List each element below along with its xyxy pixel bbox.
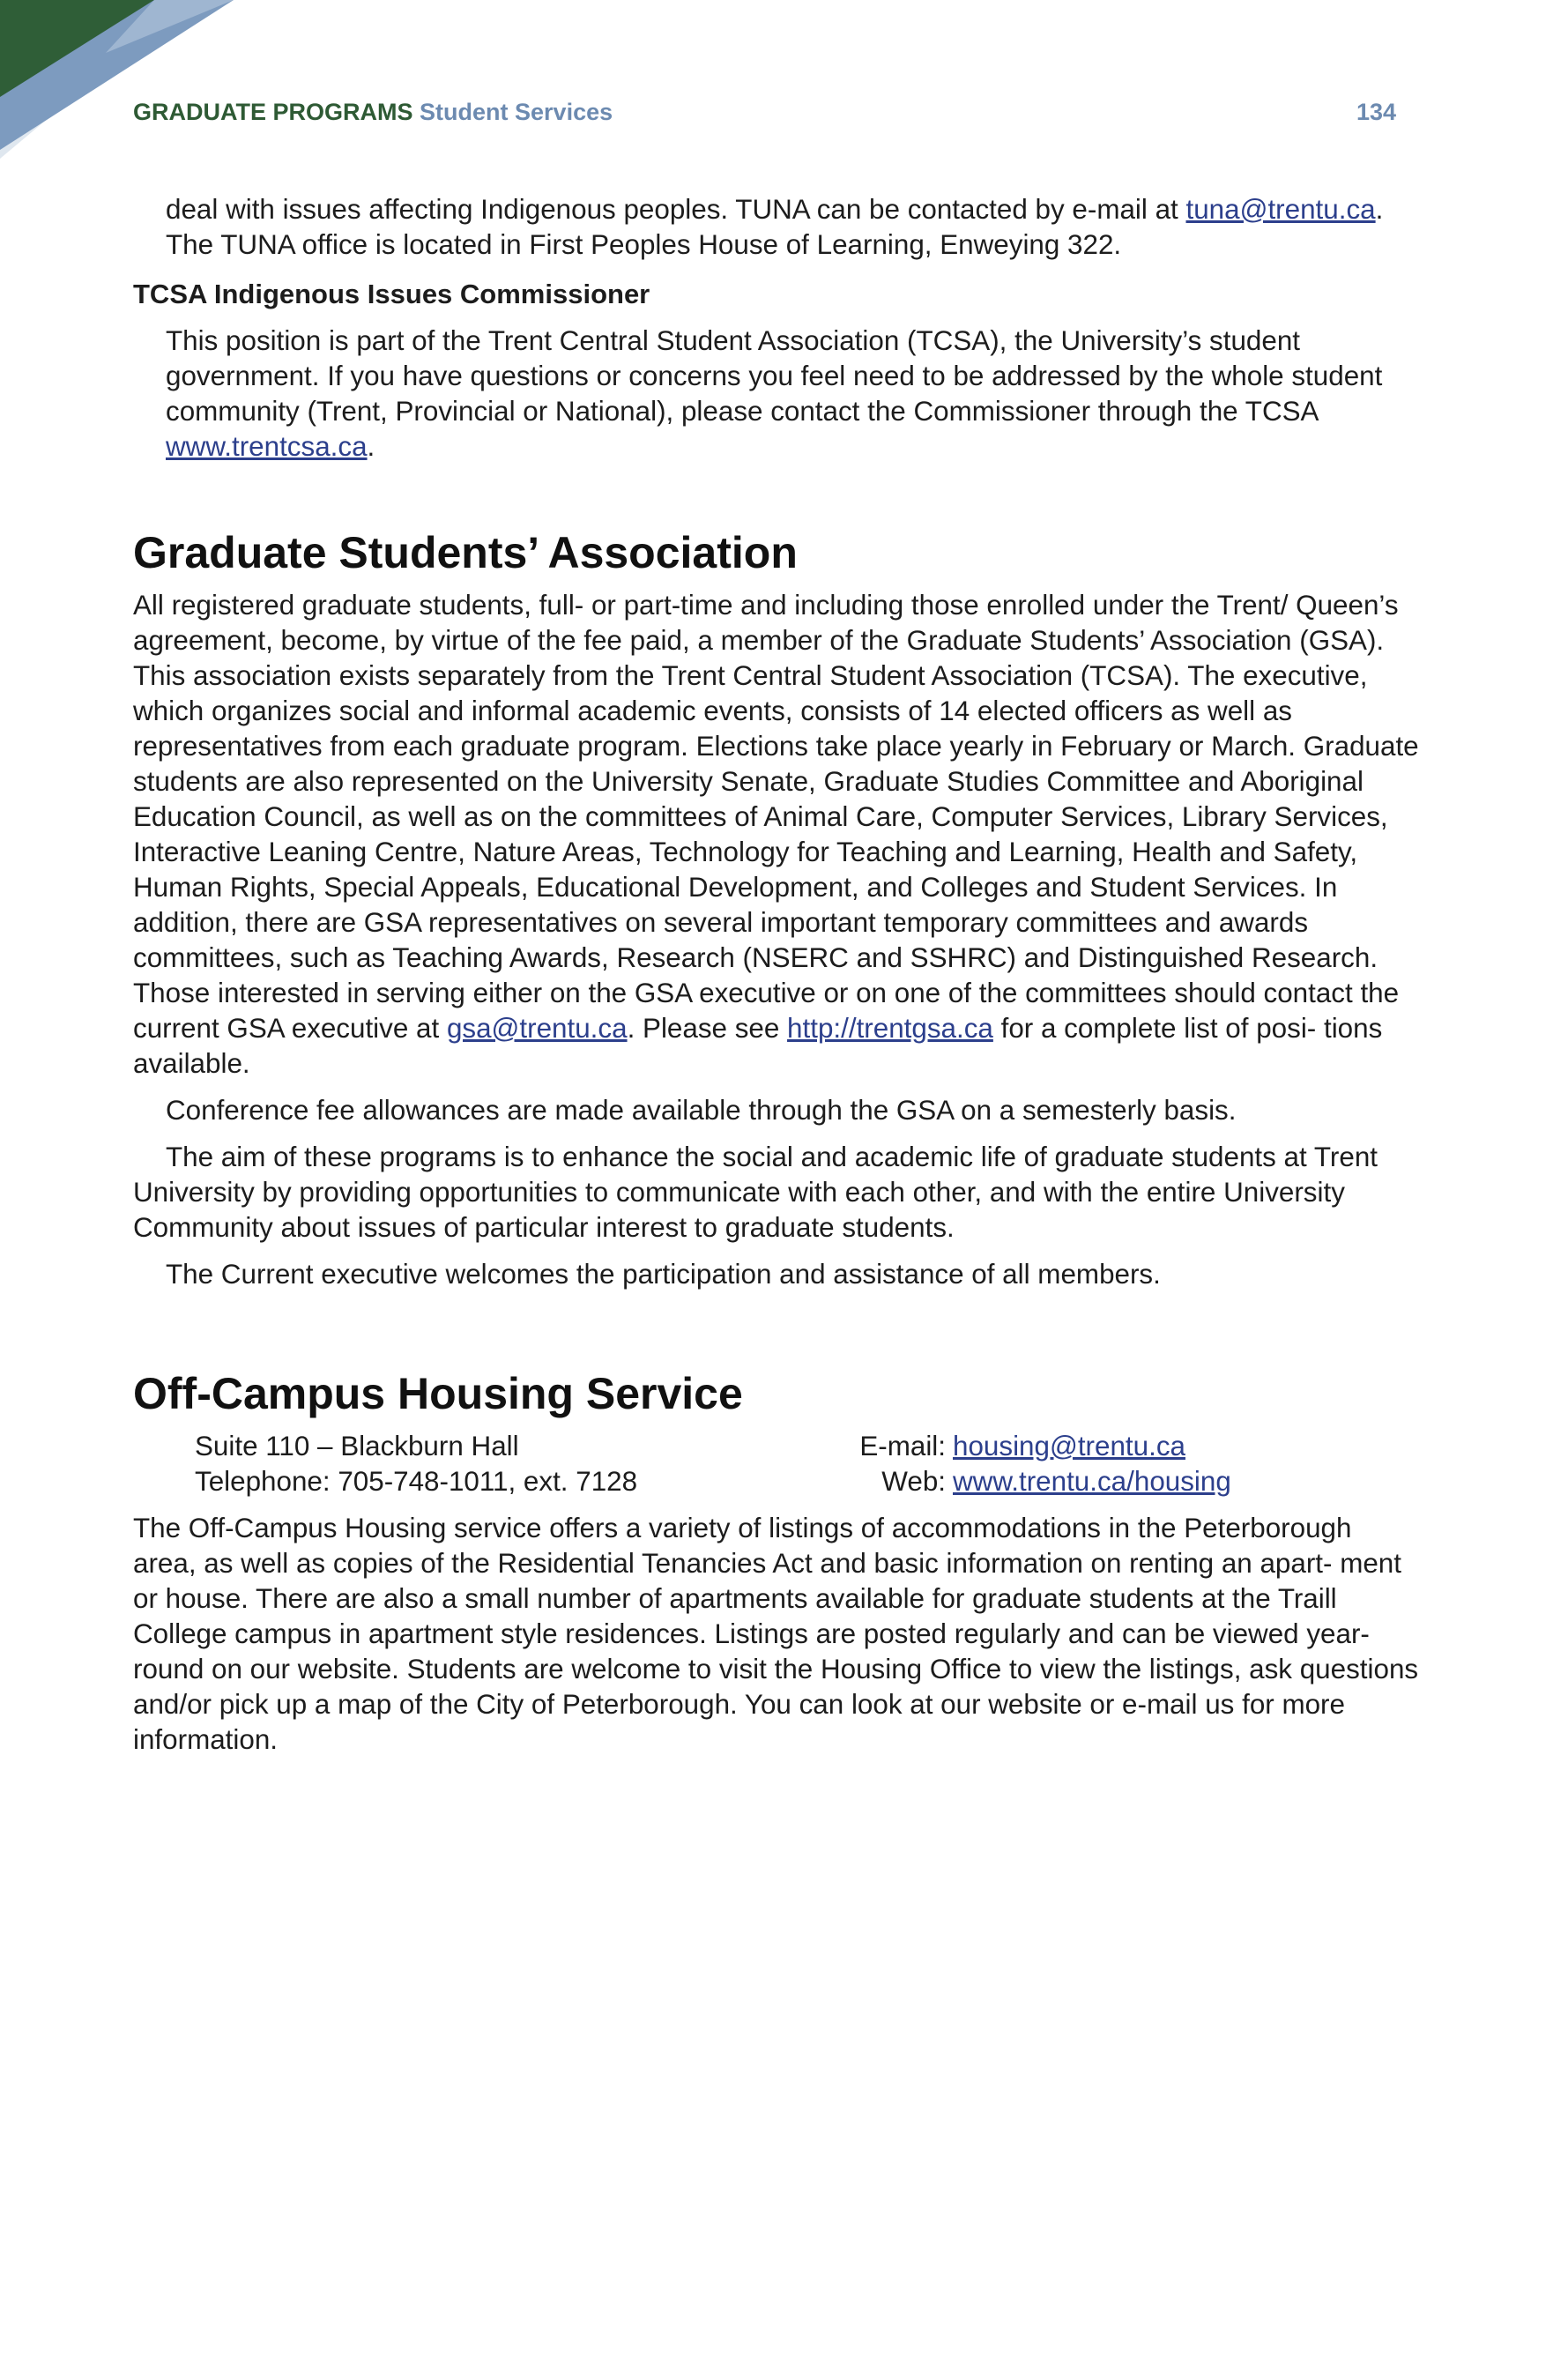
tcsa-period: . [367,431,375,462]
housing-web-label: Web: [881,1466,946,1497]
gsa-paragraph-4: The Current executive welcomes the participation and assistance of all members. [166,1259,1161,1290]
housing-paragraph: The Off-Campus Housing service offers a variety of listings of accommodations in the Peterborough area, as well as copies of the Residential Tenancies Act and basic information on renting an apart- ment or house. There are also a small number of apartments available for graduate students at the Traill College campus in apartment style residences. Listings are posted regularly and can be viewed year-round on our website. Students are welcome to visit the Housing Office to view the listings, ask questions and/or pick up a map of the City of Peterborough. You can look at our website or e-mail us for more information. [133,1513,1419,1755]
tcsa-website-link[interactable]: www.trentcsa.ca [166,431,368,462]
gsa-paragraph-1 [133,588,1420,1082]
gsa-text-end: for a complete list of posi- tions available. [133,1013,1383,1079]
tcsa-text: This position is part of the Trent Central Student Association (TCSA), the University’s student government. If you have questions or concerns you feel need to be addressed by the whole student community (Trent, Provincial or National), please contact the Commissioner through the TCSA [166,325,1383,427]
gsa-paragraph-3: The aim of these programs is to enhance the social and academic life of graduate students at Trent University by providing opportunities to communicate with each other, and with the entire University Community about issues of particular interest to graduate students. [133,1142,1378,1243]
tuna-line-1 [166,192,1420,227]
housing-email-label: E-mail: [859,1431,946,1461]
housing-phone: Telephone: 705-748-1011, ext. 7128 [195,1466,638,1497]
gsa-website-link[interactable]: http://trentgsa.ca [787,1013,993,1044]
gsa-heading: Graduate Students’ Association [133,528,798,577]
gsa-text-mid: . Please see [627,1013,788,1044]
header-subsection: Student Services [420,99,613,125]
housing-email-cell [953,1429,1244,1464]
running-title [133,99,613,126]
tuna-email-link[interactable]: tuna@trentu.ca [1185,194,1376,225]
gsa-paragraph-2: Conference fee allowances are made available through the GSA on a semesterly basis. [166,1095,1237,1126]
tcsa-heading: TCSA Indigenous Issues Commissioner [133,279,650,309]
tcsa-paragraph [133,324,1420,465]
page-content [133,192,1420,1758]
corner-decoration [0,0,264,159]
header-section: GRADUATE PROGRAMS [133,99,413,125]
housing-heading: Off-Campus Housing Service [133,1369,743,1418]
tuna-period: . [1375,194,1384,225]
housing-web-cell [953,1464,1244,1499]
tuna-text: deal with issues affecting Indigenous peoples. TUNA can be contacted by e-mail at [166,194,1186,225]
housing-contact [133,1429,1420,1499]
housing-address: Suite 110 – Blackburn Hall [195,1431,519,1461]
housing-web-link[interactable]: www.trentu.ca/housing [953,1466,1231,1497]
page-number: 134 [1356,99,1396,125]
tuna-line-2: The TUNA office is located in First Peoples House of Learning, Enweying 322. [166,229,1122,260]
gsa-text: All registered graduate students, full- or part-time and including those enrolled under the Trent/ Queen’s agreement, become, by virtue of the fee paid, a member of the Graduate Students’ Association (GSA). This association exists separately from the Trent Central Student Association (TCSA). The executive, which organizes social and informal academic events, consists of 14 elected officers as well as representatives from each graduate program. Elections take place yearly in February or March. Graduate students are also represented on the University Senate, Graduate Studies Committee and Aboriginal Education Council, as well as on the committees of Animal Care, Computer Services, Library Services, Interactive Leaning Centre, Nature Areas, Technology for Teaching and Learning, Health and Safety, Human Rights, Special Appeals, Educational Development, and Colleges and Student Services. In addition, there are GSA representatives on several important temporary committees and awards committees, such as Teaching Awards, Research (NSERC and SSHRC) and Distinguished Research. Those interested in serving either on the GSA executive or on one of the committees should contact the current GSA executive at [133,590,1419,1044]
page-header [133,99,1396,126]
gsa-email-link[interactable]: gsa@trentu.ca [446,1013,628,1044]
housing-email-link[interactable]: housing@trentu.ca [953,1431,1185,1461]
tuna-paragraph [133,192,1420,263]
